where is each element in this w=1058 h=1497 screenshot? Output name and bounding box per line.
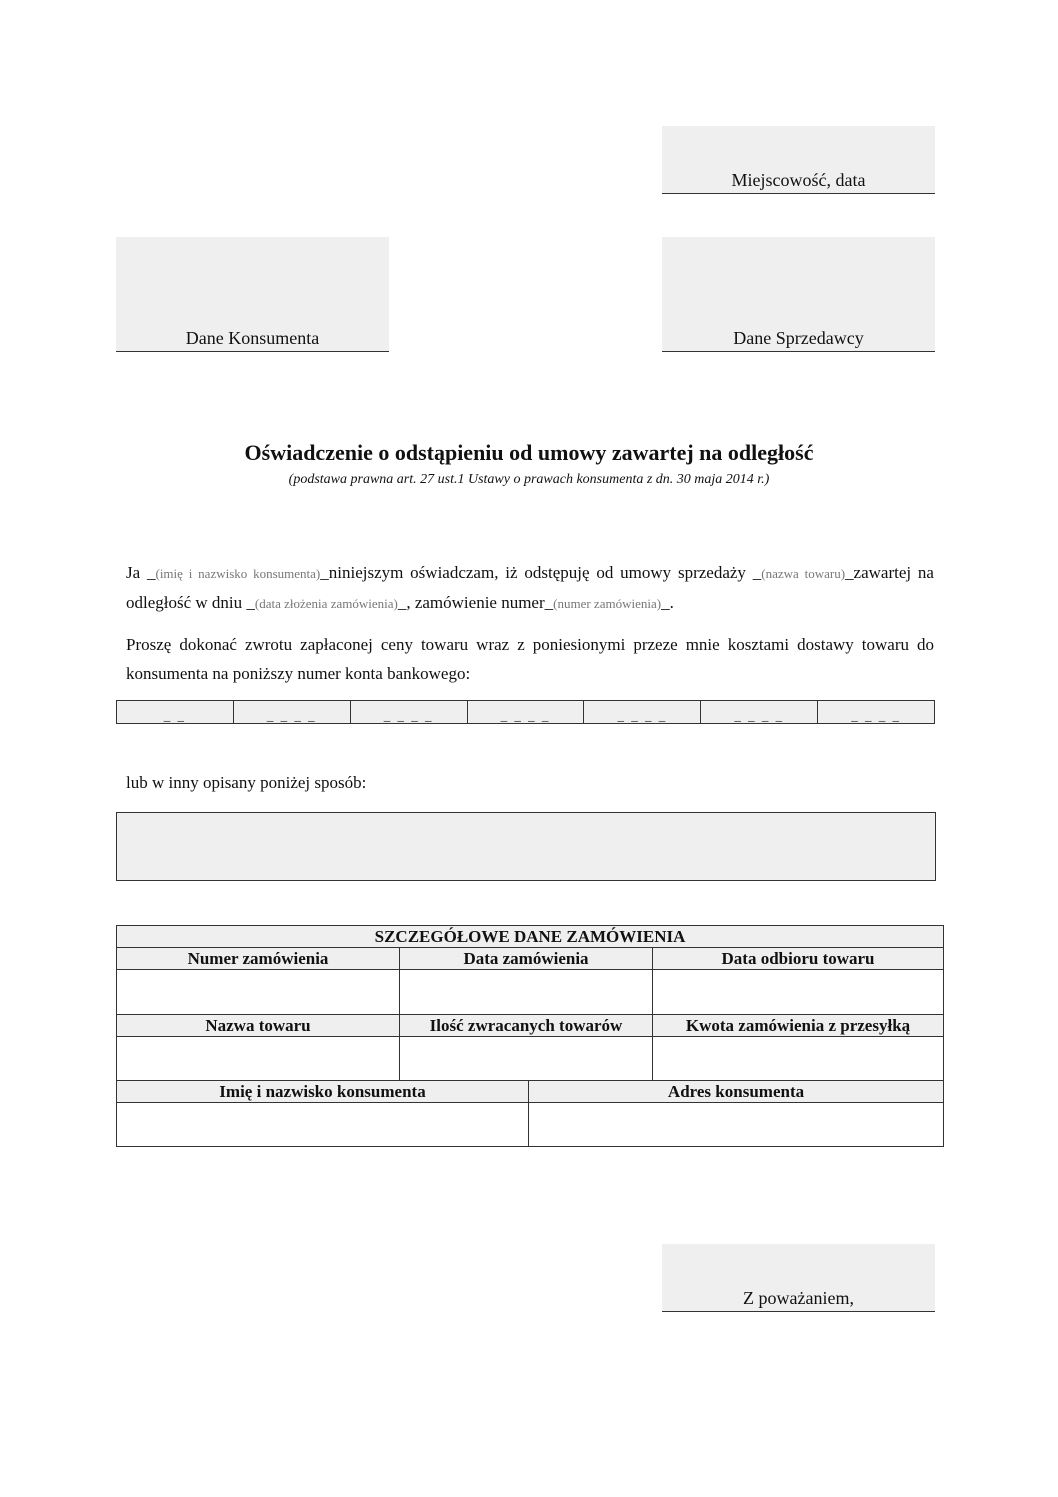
place-date-field[interactable] — [662, 126, 935, 194]
order-details-title: SZCZEGÓŁOWE DANE ZAMÓWIENIA — [117, 926, 944, 948]
returned-quantity-header: Ilość zwracanych towarów — [400, 1015, 653, 1037]
returned-quantity-cell[interactable] — [400, 1037, 653, 1081]
consumer-address-cell[interactable] — [529, 1103, 944, 1147]
consumer-name-placeholder[interactable]: (imię i nazwisko konsumenta) — [155, 566, 321, 581]
order-details-table — [116, 925, 944, 1147]
account-segment[interactable]: _ _ _ _ — [701, 701, 818, 723]
statement-text: _, zamówienie numer_ — [397, 593, 554, 612]
statement-text: _. — [661, 593, 674, 612]
pickup-date-header: Data odbioru towaru — [653, 948, 944, 970]
consumer-name-cell[interactable] — [117, 1103, 529, 1147]
statement-paragraph — [126, 558, 934, 618]
account-segment[interactable]: _ _ _ _ — [851, 708, 901, 723]
refund-paragraph: Proszę dokonać zwrotu zapłaconej ceny towaru wraz z poniesionymi przeze mnie kosztami dostawy towaru do konsumenta na poniższy numer konta bankowego: — [126, 635, 934, 683]
statement-text: _zawartej na odległość w dniu _ — [126, 563, 934, 612]
consumer-address-header: Adres konsumenta — [529, 1081, 944, 1103]
statement-text: Ja _ — [126, 563, 156, 582]
consumer-name-header: Imię i nazwisko konsumenta — [117, 1081, 529, 1103]
order-date-cell[interactable] — [400, 970, 653, 1015]
order-amount-header: Kwota zamówienia z przesyłką — [653, 1015, 944, 1037]
bank-account-field — [116, 700, 935, 724]
consumer-data-label: Dane Konsumenta — [185, 328, 320, 348]
product-name-placeholder[interactable]: (nazwa towaru) — [761, 566, 846, 581]
account-segment[interactable]: _ _ — [117, 701, 234, 723]
order-date-placeholder[interactable]: (data złożenia zamówienia) — [254, 596, 398, 611]
order-amount-cell[interactable] — [653, 1037, 944, 1081]
order-date-header: Data zamówienia — [400, 948, 653, 970]
order-number-header: Numer zamówienia — [117, 948, 400, 970]
consumer-data-field[interactable] — [116, 237, 389, 352]
document-subtitle: (podstawa prawna art. 27 ust.1 Ustawy o prawach konsumenta z dn. 30 maja 2014 r.) — [288, 472, 770, 487]
document-title: Oświadczenie o odstąpieniu od umowy zawartej na odległość — [244, 440, 814, 465]
order-number-placeholder[interactable]: (numer zamówienia) — [553, 596, 662, 611]
account-segment[interactable]: _ _ _ _ — [351, 701, 468, 723]
seller-data-field[interactable] — [662, 237, 935, 352]
other-method-label: lub w inny opisany poniżej sposób: — [126, 773, 367, 792]
account-segment[interactable]: _ _ _ _ — [234, 701, 351, 723]
place-date-label: Miejscowość, data — [731, 170, 866, 190]
account-segment[interactable]: _ _ _ _ — [468, 701, 585, 723]
order-number-cell[interactable] — [117, 970, 400, 1015]
product-name-cell[interactable] — [117, 1037, 400, 1081]
signature-field[interactable] — [662, 1244, 935, 1312]
account-segment[interactable]: _ _ _ _ — [584, 701, 701, 723]
product-name-header: Nazwa towaru — [117, 1015, 400, 1037]
seller-data-label: Dane Sprzedawcy — [733, 328, 864, 348]
pickup-date-cell[interactable] — [653, 970, 944, 1015]
signature-label: Z poważaniem, — [743, 1288, 854, 1308]
other-method-field[interactable] — [116, 812, 936, 881]
statement-text: _niniejszym oświadczam, iż odstępuję od umowy sprzedaży _ — [320, 563, 762, 582]
